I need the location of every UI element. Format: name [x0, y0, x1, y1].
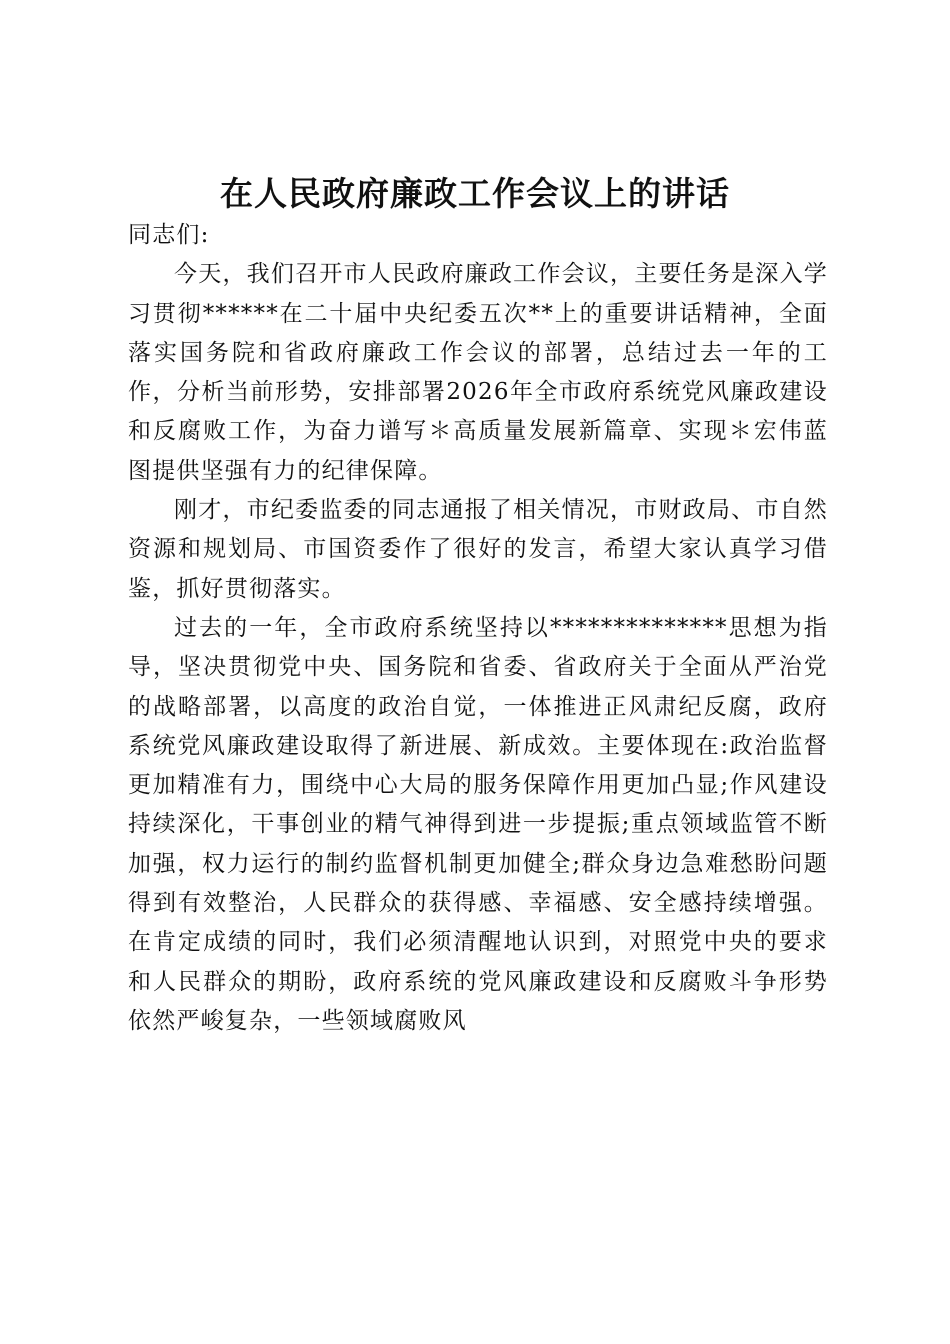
paragraph-opening: 今天，我们召开市人民政府廉政工作会议，主要任务是深入学习贯彻******在二十届中央纪委五次**上的重要讲话精神，全面落实国务院和省政府廉政工作会议的部署，总结过去一年的工作，分析当前形势，安排部署2026年全市政府系统党风廉政建设和反腐败工作，为奋力谱写＊高质量发展新篇章、实现＊宏伟蓝图提供坚强有力的纪律保障。 — [128, 261, 828, 484]
paragraph-review: 过去的一年，全市政府系统坚持以**************思想为指导，坚决贯彻党中央、国务院和省委、省政府关于全面从严治党的战略部署，以高度的政治自觉，一体推进正风肃纪反腐，政府系统党风廉政建设取得了新进展、新成效。主要体现在:政治监督更加精准有力，围绕中心大局的服务保障作用更加凸显;作风建设持续深化，干事创业的精气神得到进一步提振;重点领域监管不断加强，权力运行的制约监督机制更加健全;群众身边急难愁盼问题得到有效整治，人民群众的获得感、幸福感、安全感持续增强。在肯定成绩的同时，我们必须清醒地认识到，对照党中央的要求和人民群众的期盼，政府系统的党风廉政建设和反腐败斗争形势依然严峻复杂，一些领域腐败风 — [128, 614, 828, 1034]
document-body — [128, 216, 828, 1041]
salutation: 同志们: — [128, 222, 210, 248]
document-title: 在人民政府廉政工作会议上的讲话 — [220, 174, 730, 213]
paragraph-reports: 刚才，市纪委监委的同志通报了相关情况，市财政局、市自然资源和规划局、市国资委作了很好的发言，希望大家认真学习借鉴，抓好贯彻落实。 — [128, 497, 828, 602]
